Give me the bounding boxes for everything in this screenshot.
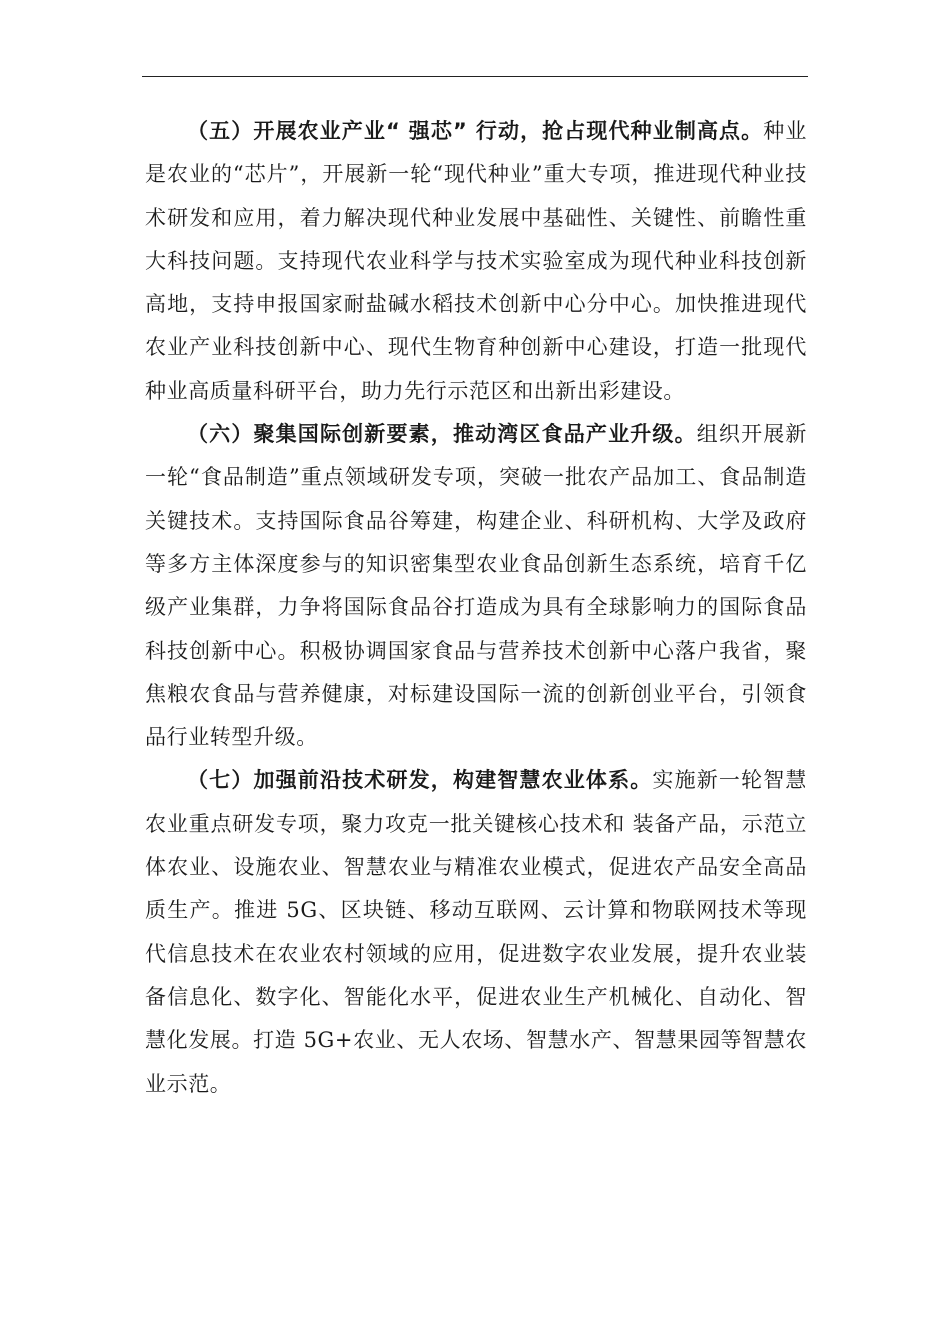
paragraph-heading: （七）加强前沿技术研发，构建智慧农业体系。 [187, 768, 653, 793]
document-body [145, 110, 807, 1106]
paragraph-food-industry [145, 413, 807, 759]
paragraph-body: 组织开展新一轮“食品制造”重点领域研发专项，突破一批农产品加工、食品制造关键技术。支持国际食品谷筹建，构建企业、科研机构、大学及政府等多方主体深度参与的知识密集型农业食品创新生态系统，培育千亿级产业集群，力争将国际食品谷打造成为具有全球影响力的国际食品科技创新中心。积极协调国家食品与营养技术创新中心落户我省，聚焦粮农食品与营养健康，对标建设国际一流的创新创业平台，引领食品行业转型升级。 [145, 422, 807, 750]
paragraph-seed-industry [145, 110, 807, 413]
paragraph-body: 种业是农业的“芯片”，开展新一轮“现代种业”重大专项，推进现代种业技术研发和应用，着力解决现代种业发展中基础性、关键性、前瞻性重大科技问题。支持现代农业科学与技术实验室成为现代种业科技创新高地，支持申报国家耐盐碱水稻技术创新中心分中心。加快推进现代农业产业科技创新中心、现代生物育种创新中心建设，打造一批现代种业高质量科研平台，助力先行示范区和出新出彩建设。 [145, 119, 807, 403]
paragraph-body: 实施新一轮智慧农业重点研发专项，聚力攻克一批关键核心技术和 装备产品，示范立体农业、设施农业、智慧农业与精准农业模式，促进农产品安全高品质生产。推进 5G、区块链、移动互联网、云计算和物联网技术等现代信息技术在农业农村领域的应用，促进数字农业发展，提升农业装备信息化、数字化、智能化水平，促进农业生产机械化、自动化、智慧化发展。打造 5G+农业、无人农场、智慧水产、智慧果园等智慧农业示范。 [145, 768, 807, 1096]
paragraph-heading: （五）开展农业产业“ 强芯” 行动，抢占现代种业制高点。 [187, 119, 764, 143]
paragraph-heading: （六）聚集国际创新要素，推动湾区食品产业升级。 [187, 422, 697, 447]
header-rule [142, 76, 808, 77]
paragraph-smart-agriculture [145, 759, 807, 1105]
